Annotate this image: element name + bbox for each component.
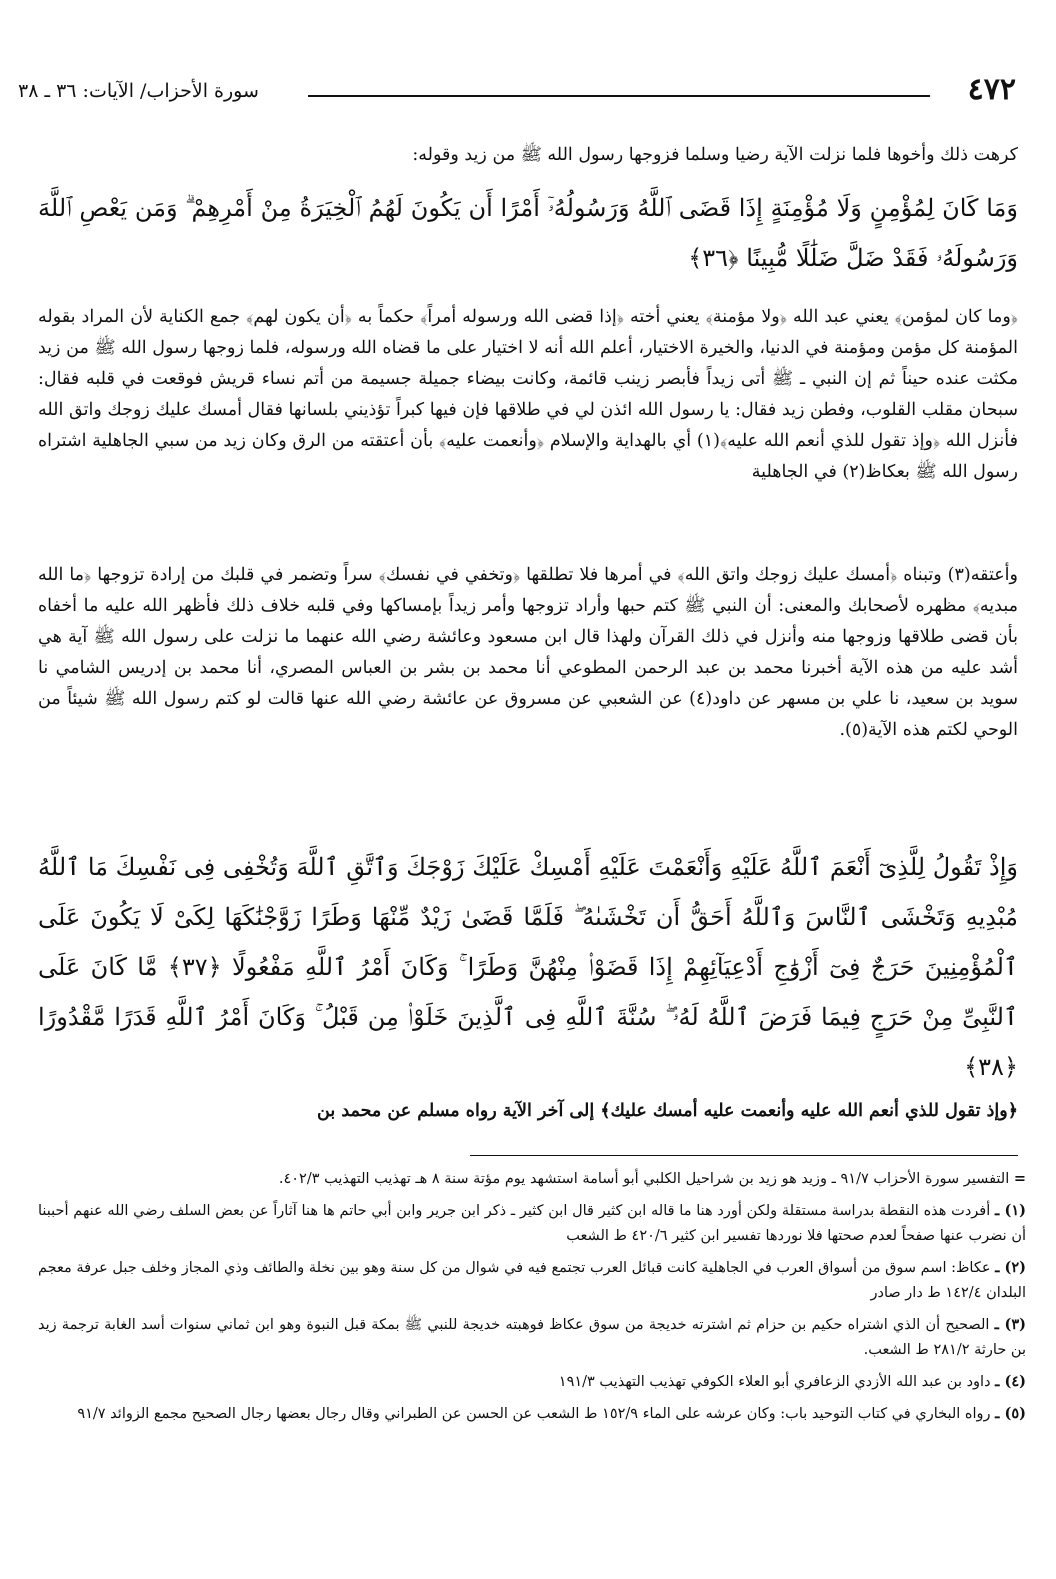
tafsir-verse-36: ﴿وما كان لمؤمن﴾ يعني عبد الله ﴿ولا مؤمنة﴾ يعني أخته ﴿إذا قضى الله ورسوله أمراً﴾ حكماً به ﴿أن يكون لهم﴾ جمع الكناية لأن المراد بقوله المؤمنة كل مؤمن ومؤمنة في الدنيا، والخيرة الاختيار، أعلم الله أنه لا اختيار على ما قضاه الله ورسوله، فلما زوجها رسول الله ﷺ من زيد مكثت عنده حيناً ثم إن النبي ـ ﷺ أتى زيداً فأبصر زينب قائمة، وكانت بيضاء جميلة جسيمة من أتم نساء قريش فوقعت في قلبه فقال: سبحان مقلب القلوب، وفطن زيد فقال: يا رسول الله ائذن لي في طلاقها فإن فيها كبراً تؤذيني بلسانها فقال أمسك عليك زوجك واتق الله فأنزل الله ﴿وإذ تقول للذي أنعم الله عليه﴾(١) أي بالهداية والإسلام ﴿وأنعمت عليه﴾ بأن أعتقته من الرق وكان زيد من سبي الجاهلية اشتراه رسول الله ﷺ بعكاظ(٢) في الجاهلية [38, 307, 1019, 482]
page-number: ٤٧٢ [967, 72, 1016, 107]
intro-paragraph: كرهت ذلك وأخوها فلما نزلت الآية رضيا وسلما فزوجها رسول الله ﷺ من زيد وقوله: [412, 145, 1018, 165]
footnote-mark: = [1013, 1170, 1026, 1187]
tafsir-verse-37: وأعتقه(٣) وتبناه ﴿أمسك عليك زوجك واتق الله﴾ في أمرها فلا تطلقها ﴿وتخفي في نفسك﴾ سراً وتضمر في قلبك من إرادة تزوجها ﴿ما الله مبديه﴾ مظهره لأصحابك والمعنى: أن النبي ﷺ كتم حبها وأراد تزوجها وأمر زيداً بإمساكها وفي قلبه خلاف ذلك فأظهر الله عليه ما أخفاه بأن قضى طلاقها وزوجها منه وأنزل في ذلك القرآن ولهذا قال ابن مسعود وعائشة رضي الله عنهما ما نزلت على رسول الله ﷺ آية هي أشد عليه من هذه الآية أخبرنا محمد بن عبد الرحمن المطوعي أنا محمد بن بشر بن العباس المصري، أنا محمد بن إدريس الشامي نا سويد بن سعيد، نا علي بن مسهر عن داود(٤) عن الشعبي عن مسروق عن عائشة رضي الله عنها قالت لو كتم رسول الله ﷺ شيئاً من الوحي لكتم هذه الآية(٥). [38, 565, 1018, 740]
header-rule [308, 95, 930, 97]
footnote-mark: (٢) ـ [995, 1259, 1026, 1276]
page-header [18, 72, 1016, 112]
footnote-mark: (٣) ـ [994, 1316, 1026, 1333]
running-head: سورة الأحزاب/ الآيات: ٣٦ ـ ٣٨ [18, 80, 259, 102]
footnote-text: الصحيح أن الذي اشتراه حكيم بن حزام ثم اشترته خديجة من سوق عكاظ فوهبته خديجة للنبي ﷺ بمكة قبل النبوة وهو ابن ثماني سنوات أسد الغابة ترجمة زيد بن حارثة ٢٨١/٢ ط الشعب. [38, 1317, 1026, 1358]
footnote-mark: (٥) ـ [995, 1405, 1026, 1422]
footnote-text: التفسير سورة الأحزاب ٩١/٧ ـ وزيد هو زيد بن شراحيل الكلبي أبو أسامة استشهد يوم مؤتة سنة ٨ هـ تهذيب التهذيب ٤٠٢/٣. [278, 1171, 1010, 1187]
footnote [38, 1198, 1026, 1249]
footnote-text: عكاظ: اسم سوق من أسواق العرب في الجاهلية كانت قبائل العرب تجتمع فيه في شوال من كل سنة وهو بين نخلة والطائف وذي المجاز وخلف جبل عرفة معجم البلدان ١٤٢/٤ ط دار صادر [38, 1260, 1026, 1301]
footnote [38, 1401, 1026, 1427]
footnote-text: داود بن عبد الله الأزدي الزعافري أبو العلاء الكوفي تهذيب التهذيب ١٩١/٣ [558, 1374, 991, 1390]
footnote-separator [470, 1155, 1018, 1156]
footnote [38, 1166, 1026, 1192]
quran-verse-36: وَمَا كَانَ لِمُؤْمِنٍ وَلَا مُؤْمِنَةٍ إِذَا قَضَى ٱللَّهُ وَرَسُولُهُۥٓ أَمْرًا أَن يَكُونَ لَهُمُ ٱلْخِيَرَةُ مِنْ أَمْرِهِمْ ۗ وَمَن يَعْصِ ٱللَّهَ وَرَسُولَهُۥ فَقَدْ ضَلَّ ضَلَٰلًا مُّبِينًا ﴿٣٦﴾ [38, 194, 1018, 272]
footnote-mark: (٤) ـ [995, 1373, 1026, 1390]
footnote-text: أفردت هذه النقطة بدراسة مستقلة ولكن أورد هنا ما قاله ابن كثير قال ابن كثير ـ ذكر ابن جرير وابن أبي حاتم ها هنا آثاراً عن بعض السلف رضي الله عنهم أحببنا أن نضرب عنها صفحاً لعدم صحتها فلا نوردها تفسير ابن كثير ٤٢٠/٦ ط الشعب [38, 1203, 1026, 1244]
footnote-mark: (١) ـ [995, 1202, 1026, 1219]
tafsir-verse-38: ﴿وإذ تقول للذي أنعم الله عليه وأنعمت عليه أمسك عليك﴾ إلى آخر الآية رواه مسلم عن محمد بن [317, 1101, 1018, 1121]
footnote-text: رواه البخاري في كتاب التوحيد باب: وكان عرشه على الماء ١٥٢/٩ ط الشعب عن الحسن عن الطبراني وقال رجال بعضها رجال الصحيح مجمع الزوائد ٩١/٧ [77, 1406, 991, 1422]
footnote [38, 1312, 1026, 1363]
footnotes [38, 1166, 1026, 1433]
footnote [38, 1255, 1026, 1306]
footnote [38, 1369, 1026, 1395]
quran-verses-37-38: وَإِذْ تَقُولُ لِلَّذِىٓ أَنْعَمَ ٱللَّهُ عَلَيْهِ وَأَنْعَمْتَ عَلَيْهِ أَمْسِكْ عَلَيْكَ زَوْجَكَ وَٱتَّقِ ٱللَّهَ وَتُخْفِى فِى نَفْسِكَ مَا ٱللَّهُ مُبْدِيهِ وَتَخْشَى ٱلنَّاسَ وَٱللَّهُ أَحَقُّ أَن تَخْشَىٰهُ ۖ فَلَمَّا قَضَىٰ زَيْدٌ مِّنْهَا وَطَرًا زَوَّجْنَٰكَهَا لِكَىْ لَا يَكُونَ عَلَى ٱلْمُؤْمِنِينَ حَرَجٌ فِىٓ أَزْوَٰجِ أَدْعِيَآئِهِمْ إِذَا قَضَوْا۟ مِنْهُنَّ وَطَرًا ۚ وَكَانَ أَمْرُ ٱللَّهِ مَفْعُولًا ﴿٣٧﴾ مَّا كَانَ عَلَى ٱلنَّبِىِّ مِنْ حَرَجٍ فِيمَا فَرَضَ ٱللَّهُ لَهُۥ ۖ سُنَّةَ ٱللَّهِ فِى ٱلَّذِينَ خَلَوْا۟ مِن قَبْلُ ۚ وَكَانَ أَمْرُ ٱللَّهِ قَدَرًا مَّقْدُورًا ﴿٣٨﴾ [38, 853, 1019, 1081]
